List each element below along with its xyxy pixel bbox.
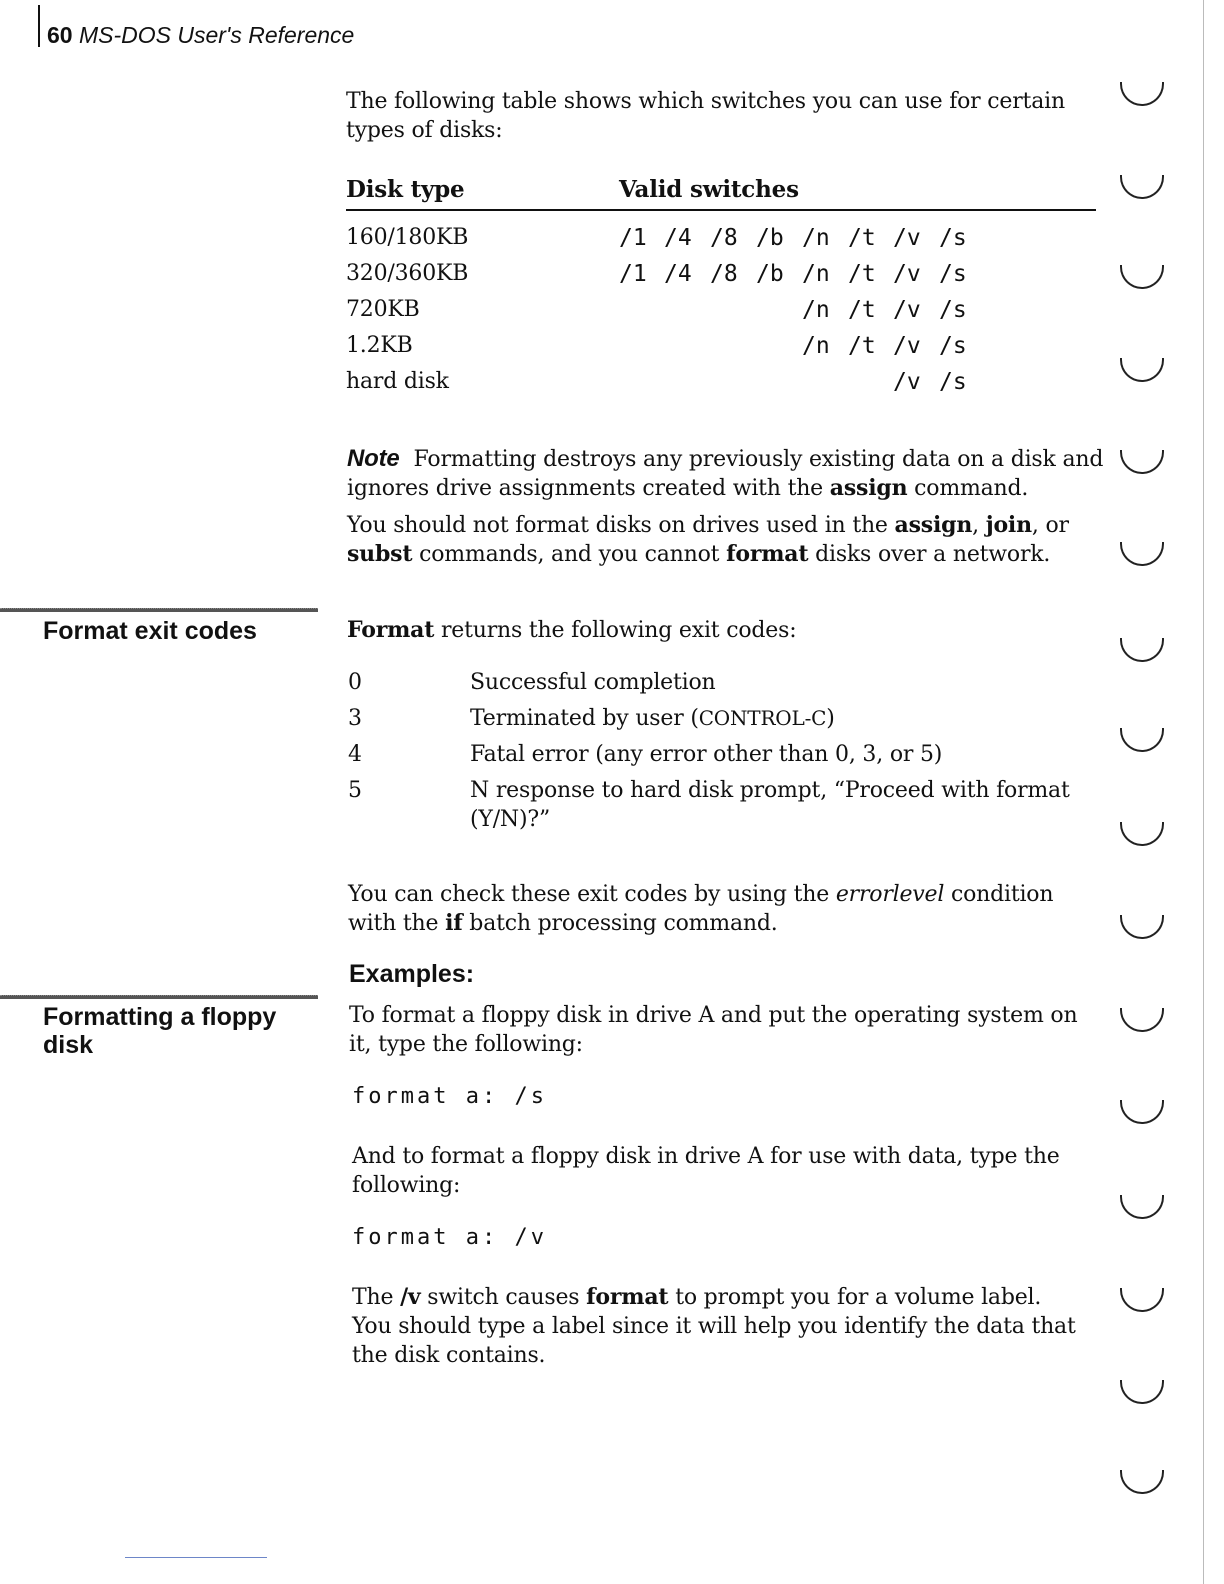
switch-cell: /s [939,261,967,287]
table-row [346,259,1106,295]
switch-cell: /v [893,225,921,251]
note2-sep: , [972,513,986,538]
table-row [346,331,1106,367]
p3-text-e: to prompt you for a volume label. You should type a label since it will help you identify the data that the disk contains. [352,1285,1076,1368]
disk-type-cell: 720KB [346,297,420,322]
note-text: Formatting destroys any previously existing data on a disk and ignores drive assignments created with the [347,447,1104,501]
example-2-code: format a: /v [352,1225,547,1250]
switch-cell: /v [893,297,921,323]
exit-code-3: 3 [348,706,362,731]
note2-format: format [726,541,809,567]
p3-format: format [586,1284,669,1310]
switch-cell: /v [893,369,921,395]
binder-hole-icon [1120,1470,1164,1494]
exit-desc-3-text: Terminated by user ( [470,706,699,731]
switch-cell: /t [848,225,876,251]
binder-hole-icon [1120,358,1164,382]
table-row [346,295,1106,331]
switch-cell: /s [939,225,967,251]
exit-intro-rest: returns the following exit codes: [434,618,797,643]
disk-type-cell: hard disk [346,369,449,394]
switch-cell: /s [939,369,967,395]
switch-cell: /n [802,261,830,287]
side-rule-formatting-floppy [0,995,318,999]
exit-desc-3 [470,704,1100,733]
note-paragraph [347,444,1107,503]
switch-cell: /n [802,297,830,323]
exit-intro-format: Format [347,617,435,643]
p3-text-a: The [352,1285,401,1310]
switch-cell: /b [756,225,784,251]
exit-desc-5: N response to hard disk prompt, “Proceed with format (Y/N)?” [470,778,1070,832]
table-header-valid-switches: Valid switches [619,176,799,203]
binder-hole-icon [1120,1008,1164,1032]
check-text-e: batch processing command. [462,911,778,936]
examples-heading: Examples: [349,960,475,988]
switch-cell: /v [893,333,921,359]
example-1-paragraph: To format a floppy disk in drive A and put the operating system on it, type the following: [349,1003,1078,1057]
side-heading-exit-codes: Format exit codes [43,617,257,645]
binder-hole-icon [1120,1195,1164,1219]
check-text-a: You can check these exit codes by using the [348,882,836,907]
switch-cell: /4 [664,225,692,251]
footer-mark [125,1557,267,1558]
example-2-paragraph: And to format a floppy disk in drive A for use with data, type the following: [352,1144,1060,1198]
binder-hole-icon [1120,728,1164,752]
table-row [346,367,1106,403]
exit-codes-intro [347,616,1107,645]
switch-cell: /s [939,333,967,359]
note2-text-a: You should not format disks on drives used in the [347,513,895,538]
binder-hole-icon [1120,175,1164,199]
switch-cell: /8 [710,225,738,251]
note2-text-g: commands, and you cannot [412,542,727,567]
binder-hole-icon [1120,1288,1164,1312]
header-rule [38,5,40,47]
exit-code-5: 5 [348,778,362,803]
table-header-disk-type: Disk type [346,176,465,203]
side-rule-exit-codes [0,608,318,612]
switch-cell: /t [848,333,876,359]
binder-hole-icon [1120,638,1164,662]
disk-type-cell: 1.2KB [346,333,413,358]
binder-hole-icon [1120,915,1164,939]
binder-hole-icon [1120,450,1164,474]
page-header [47,20,354,50]
switch-cell: /b [756,261,784,287]
disk-type-cell: 320/360KB [346,261,469,286]
exit-code-4: 4 [348,742,362,767]
disk-type-cell: 160/180KB [346,225,469,250]
switch-cell: /4 [664,261,692,287]
note2-join: join [985,512,1032,538]
note-label: Note [347,445,400,472]
exit-desc-4: Fatal error (any error other than 0, 3, or 5) [470,742,943,767]
note2-or: , or [1031,513,1069,538]
binder-hole-icon [1120,265,1164,289]
note-paragraph-2 [347,511,1107,569]
switch-cell: /8 [710,261,738,287]
binder-hole-icon [1120,542,1164,566]
switch-cell: /t [848,297,876,323]
note2-text-i: disks over a network. [808,542,1051,567]
switch-cell: /n [802,225,830,251]
table-row [346,223,1106,259]
table-header-rule [346,209,1096,211]
p3-text-c: switch causes [420,1285,587,1310]
note2-assign: assign [894,512,973,538]
switch-cell: /v [893,261,921,287]
exit-desc-3-end: ) [826,706,835,731]
note-assign: assign [829,475,908,501]
binder-hole-icon [1120,1100,1164,1124]
running-title: MS-DOS User's Reference [78,22,355,48]
switch-cell: /s [939,297,967,323]
binder-hole-icon [1120,82,1164,106]
switch-cell: /n [802,333,830,359]
switch-cell: /1 [619,225,647,251]
page-edge [1203,0,1204,1584]
switch-cell: /t [848,261,876,287]
exit-desc-0: Successful completion [470,670,716,695]
check-errorlevel: errorlevel [835,882,945,907]
control-c-key: CONTROL-C [698,706,827,730]
switch-cell: /1 [619,261,647,287]
volume-label-paragraph [352,1283,1082,1370]
check-text-c: condition with the [348,882,1054,936]
p3-switch: /v [400,1284,421,1310]
intro-paragraph: The following table shows which switches you can use for certain types of disks: [346,89,1065,143]
note-text-end: command. [907,476,1029,501]
side-heading-formatting-floppy: Formatting a floppy disk [43,1003,277,1059]
binder-hole-icon [1120,1380,1164,1404]
page-number: 60 [47,22,73,48]
note2-subst: subst [347,541,413,567]
errorlevel-paragraph [348,880,1108,938]
example-1-code: format a: /s [352,1084,547,1109]
check-if: if [445,910,463,936]
exit-code-0: 0 [348,670,362,695]
binder-hole-icon [1120,822,1164,846]
